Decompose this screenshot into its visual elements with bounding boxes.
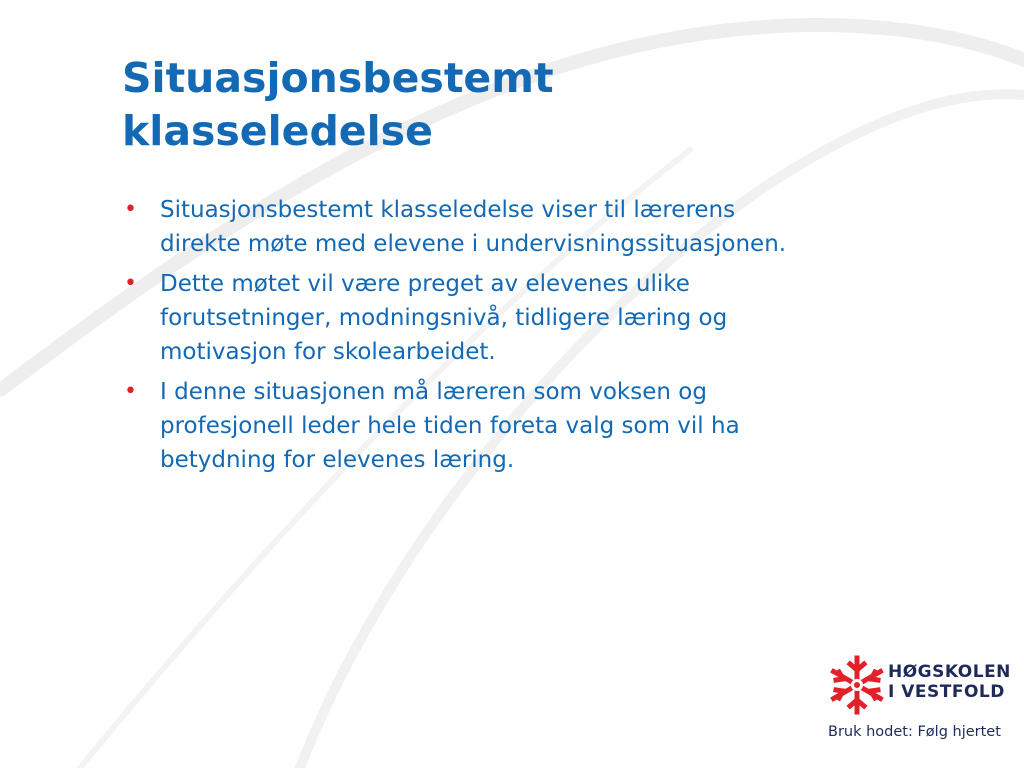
bullet-item [122, 267, 942, 369]
bullet-line: forutsetninger, modningsnivå, tidligere læring og [160, 305, 728, 331]
logo-name-line: I VESTFOLD [888, 682, 1005, 702]
logo-name [888, 662, 1011, 702]
bullet-line: I denne situasjonen må læreren som voksen og [160, 379, 707, 405]
bullet-line: motivasjon for skolearbeidet. [160, 339, 496, 365]
college-logo [822, 652, 1012, 752]
bullet-line: Situasjonsbestemt klasseledelse viser til lærerens [160, 197, 736, 223]
logo-name-line: HØGSKOLEN [888, 662, 1011, 682]
bullet-line: direkte møte med elevene i undervisningssituasjonen. [160, 231, 787, 257]
title-line: klasseledelse [122, 107, 433, 155]
hive-star-icon [826, 654, 888, 716]
logo-slogan: Bruk hodet: Følg hjertet [828, 724, 1001, 740]
bullet-line: betydning for elevenes læring. [160, 447, 515, 473]
bullet-dot-icon: • [124, 379, 137, 404]
bullet-item [122, 193, 942, 261]
bullet-line: profesjonell leder hele tiden foreta valg som vil ha [160, 413, 740, 439]
bullet-text [160, 193, 942, 261]
bullet-list [122, 193, 942, 483]
slide-title [122, 52, 902, 158]
bullet-dot-icon: • [124, 271, 137, 296]
title-line: Situasjonsbestemt [122, 54, 554, 102]
bullet-text [160, 375, 942, 477]
bullet-dot-icon: • [124, 197, 137, 222]
bullet-item [122, 375, 942, 477]
bullet-line: Dette møtet vil være preget av elevenes ulike [160, 271, 690, 297]
bullet-text [160, 267, 942, 369]
